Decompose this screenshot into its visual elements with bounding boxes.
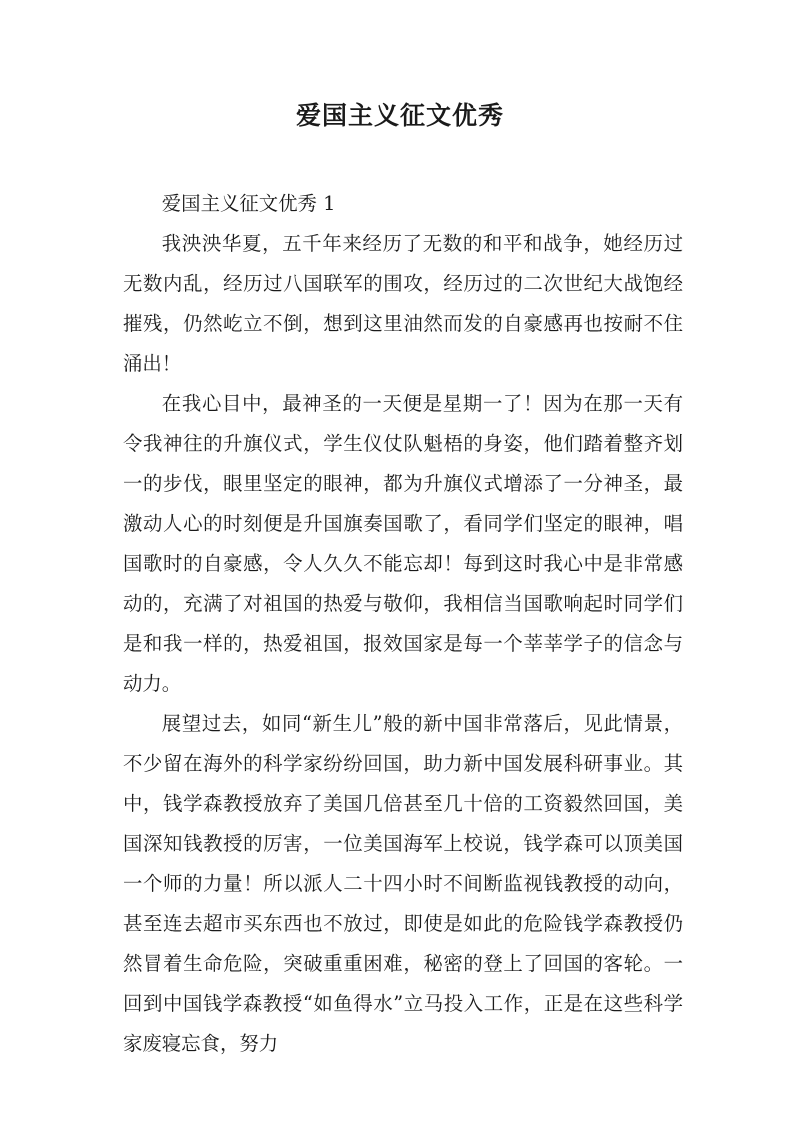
document-subtitle: 爱国主义征文优秀 1: [161, 192, 336, 215]
paragraph: 我泱泱华夏，五千年来经历了无数的和平和战争，她经历过无数内乱，经历过八国联军的围攻，经历过的二次世纪大战饱经摧残，仍然屹立不倒，想到这里油然而发的自豪感再也按耐不住涌出！: [123, 232, 683, 375]
paragraph: 在我心目中，最神圣的一天便是星期一了！因为在那一天有令我神往的升旗仪式，学生仪仗队魁梧的身姿，他们踏着整齐划一的步伐，眼里坚定的眼神，都为升旗仪式增添了一分神圣，最激动人心的时刻便是升国旗奏国歌了，看同学们坚定的眼神，唱国歌时的自豪感，令人久久不能忘却！每到这时我心中是非常感动的，充满了对祖国的热爱与敬仰，我相信当国歌响起时同学们是和我一样的，热爱祖国，报效国家是每一个莘莘学子的信念与动力。: [123, 392, 683, 695]
paragraph: 展望过去，如同“新生儿”般的新中国非常落后，见此情景，不少留在海外的科学家纷纷回国，助力新中国发展科研事业。其中，钱学森教授放弃了美国几倍甚至几十倍的工资毅然回国，美国深知钱教授的厉害，一位美国海军上校说，钱学森可以顶美国一个师的力量！所以派人二十四小时不间断监视钱教授的动向，甚至连去超市买东西也不放过，即使是如此的危险钱学森教授仍然冒着生命危险，突破重重困难，秘密的登上了回国的客轮。一回到中国钱学森教授“如鱼得水”立马投入工作，正是在这些科学家废寝忘食，努力: [123, 712, 683, 1055]
document-title: 爱国主义征文优秀: [295, 101, 504, 130]
document-body: [123, 184, 683, 1064]
